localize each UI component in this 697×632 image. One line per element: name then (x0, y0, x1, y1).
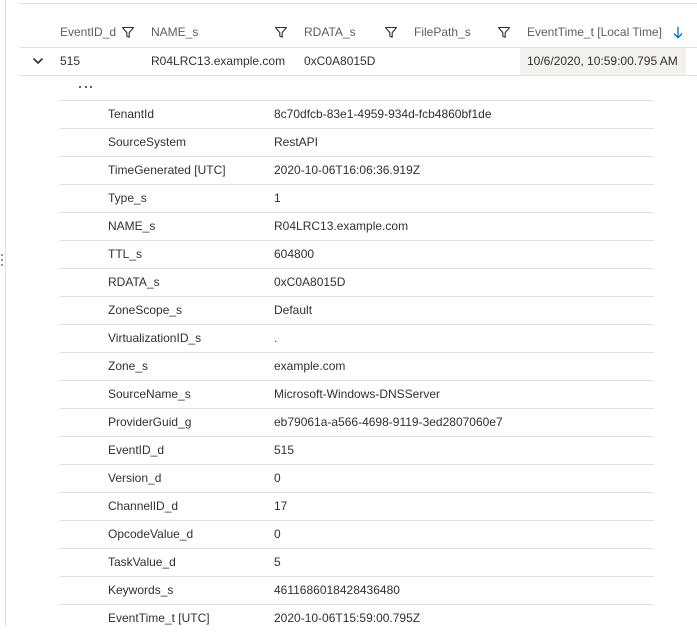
detail-key: SourceName_s (108, 387, 191, 401)
detail-row (60, 520, 654, 548)
column-header-eventid[interactable]: EventID_d (60, 25, 117, 39)
detail-value: R04LRC13.example.com (274, 219, 409, 233)
detail-row (60, 156, 654, 184)
detail-row (60, 576, 654, 604)
detail-value: Default (274, 303, 313, 317)
table-row[interactable] (20, 48, 697, 76)
detail-row (60, 464, 654, 492)
detail-row (60, 184, 654, 212)
more-icon[interactable] (78, 80, 94, 92)
detail-key: VirtualizationID_s (108, 331, 202, 345)
detail-key: ProviderGuid_g (108, 415, 192, 429)
detail-key: TaskValue_d (108, 555, 176, 569)
cell-rdata: 0xC0A8015D (304, 54, 376, 68)
column-header-eventtime[interactable]: EventTime_t [Local Time] (527, 25, 662, 39)
detail-value: RestAPI (274, 135, 319, 149)
detail-value: 5 (274, 555, 281, 569)
detail-value: 17 (274, 499, 288, 513)
top-divider (20, 3, 697, 4)
detail-value: eb79061a-a566-4698-9119-3ed2807060e7 (274, 415, 503, 429)
results-header (20, 17, 697, 48)
detail-value: 2020-10-06T16:06:36.919Z (274, 163, 421, 177)
detail-value: 0 (274, 527, 281, 541)
detail-key: RDATA_s (108, 275, 160, 289)
detail-key: Zone_s (108, 359, 149, 373)
detail-key: Type_s (108, 191, 147, 205)
filter-icon[interactable] (274, 25, 288, 39)
detail-key: ChannelID_d (108, 499, 179, 513)
detail-value: 4611686018428436480 (274, 583, 400, 597)
detail-key: TTL_s (108, 247, 143, 261)
detail-key: SourceSystem (108, 135, 187, 149)
cell-name: R04LRC13.example.com (151, 54, 286, 68)
detail-value: example.com (274, 359, 346, 373)
detail-value: 8c70dfcb-83e1-4959-934d-fcb4860bf1de (274, 107, 492, 121)
detail-row (60, 240, 654, 268)
detail-value: . (274, 331, 278, 345)
filter-icon[interactable] (121, 25, 135, 39)
detail-key: TimeGenerated [UTC] (108, 163, 226, 177)
detail-value: Microsoft-Windows-DNSServer (274, 387, 441, 401)
detail-row (60, 212, 654, 240)
detail-row (60, 436, 654, 464)
detail-row (60, 128, 654, 156)
detail-row (60, 324, 654, 352)
column-header-name[interactable]: NAME_s (151, 25, 199, 39)
chevron-down-icon[interactable] (32, 56, 44, 66)
detail-row (60, 604, 654, 632)
panel-left-border (5, 0, 6, 626)
detail-key: NAME_s (108, 219, 156, 233)
record-details (60, 100, 654, 632)
detail-value: 1 (274, 191, 281, 205)
filter-icon[interactable] (384, 25, 398, 39)
detail-key: ZoneScope_s (108, 303, 183, 317)
detail-value: 604800 (274, 247, 315, 261)
detail-key: OpcodeValue_d (108, 527, 194, 541)
detail-row (60, 492, 654, 520)
detail-value: 515 (274, 443, 295, 457)
detail-value: 2020-10-06T15:59:00.795Z (274, 611, 421, 625)
detail-key: Keywords_s (108, 583, 174, 597)
cell-eventid: 515 (60, 54, 81, 68)
detail-key: Version_d (108, 471, 162, 485)
detail-key: EventTime_t [UTC] (108, 611, 210, 625)
column-header-rdata[interactable]: RDATA_s (304, 25, 356, 39)
detail-value: 0xC0A8015D (274, 275, 346, 289)
filter-icon[interactable] (497, 25, 511, 39)
detail-row (60, 100, 654, 128)
detail-key: TenantId (108, 107, 155, 121)
detail-row (60, 296, 654, 324)
column-header-filepath[interactable]: FilePath_s (414, 25, 471, 39)
detail-row (60, 548, 654, 576)
cell-eventtime: 10/6/2020, 10:59:00.795 AM (520, 48, 686, 75)
detail-value: 0 (274, 471, 281, 485)
detail-row (60, 380, 654, 408)
sort-descending-icon[interactable] (672, 26, 684, 40)
detail-row (60, 268, 654, 296)
detail-key: EventID_d (108, 443, 165, 457)
splitter-handle[interactable] (0, 254, 4, 270)
detail-row (60, 352, 654, 380)
detail-row (60, 408, 654, 436)
